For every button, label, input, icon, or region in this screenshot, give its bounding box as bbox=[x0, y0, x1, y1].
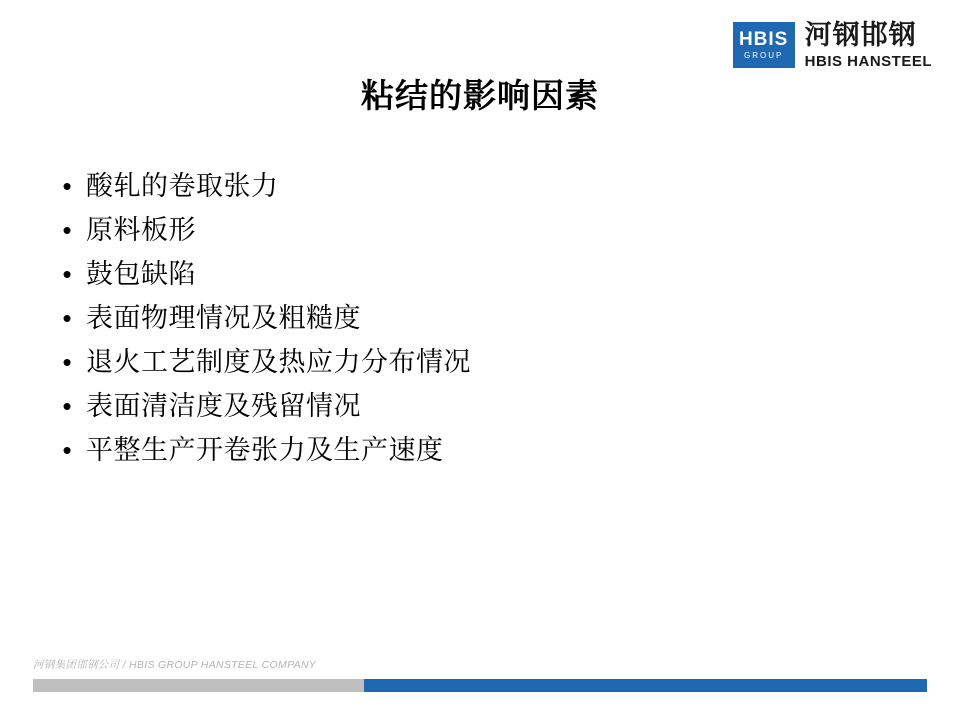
list-item bbox=[48, 168, 888, 204]
list-item-label: 退火工艺制度及热应力分布情况 bbox=[86, 347, 471, 377]
list-item bbox=[48, 212, 888, 248]
list-item bbox=[48, 432, 888, 468]
footer-bar-blue-segment bbox=[364, 679, 927, 692]
bullet-dot-icon: • bbox=[62, 215, 72, 245]
bullet-dot-icon: • bbox=[62, 391, 72, 421]
bullet-dot-icon: • bbox=[62, 171, 72, 201]
bullet-dot-icon: • bbox=[62, 435, 72, 465]
logo-name-cn: 河钢邯钢 bbox=[804, 19, 917, 50]
list-item-label: 表面物理情况及粗糙度 bbox=[86, 303, 361, 333]
bullet-dot-icon: • bbox=[62, 347, 72, 377]
list-item-label: 原料板形 bbox=[86, 215, 196, 245]
list-item-label: 鼓包缺陷 bbox=[86, 259, 196, 289]
logo-wordmark bbox=[804, 19, 932, 70]
company-logo bbox=[733, 19, 932, 70]
bullet-dot-icon: • bbox=[62, 303, 72, 333]
logo-mark bbox=[733, 22, 795, 68]
bullet-list bbox=[48, 168, 888, 476]
footer-caption: 河钢集团邯钢公司 / HBIS GROUP HANSTEEL COMPANY bbox=[33, 659, 317, 671]
list-item bbox=[48, 344, 888, 380]
list-item bbox=[48, 388, 888, 424]
logo-mark-top-text: HBIS bbox=[738, 29, 789, 50]
list-item-label: 平整生产开卷张力及生产速度 bbox=[86, 435, 444, 465]
footer-bar-grey-segment bbox=[33, 679, 364, 692]
list-item-label: 表面清洁度及残留情况 bbox=[86, 391, 361, 421]
bullet-dot-icon: • bbox=[62, 259, 72, 289]
page-title: 粘结的影响因素 bbox=[361, 77, 599, 114]
logo-mark-bottom-text: GROUP bbox=[743, 51, 784, 60]
logo-name-en: HBIS HANSTEEL bbox=[804, 52, 932, 70]
list-item bbox=[48, 300, 888, 336]
list-item bbox=[48, 256, 888, 292]
footer-bar bbox=[33, 679, 927, 692]
list-item-label: 酸轧的卷取张力 bbox=[86, 171, 279, 201]
